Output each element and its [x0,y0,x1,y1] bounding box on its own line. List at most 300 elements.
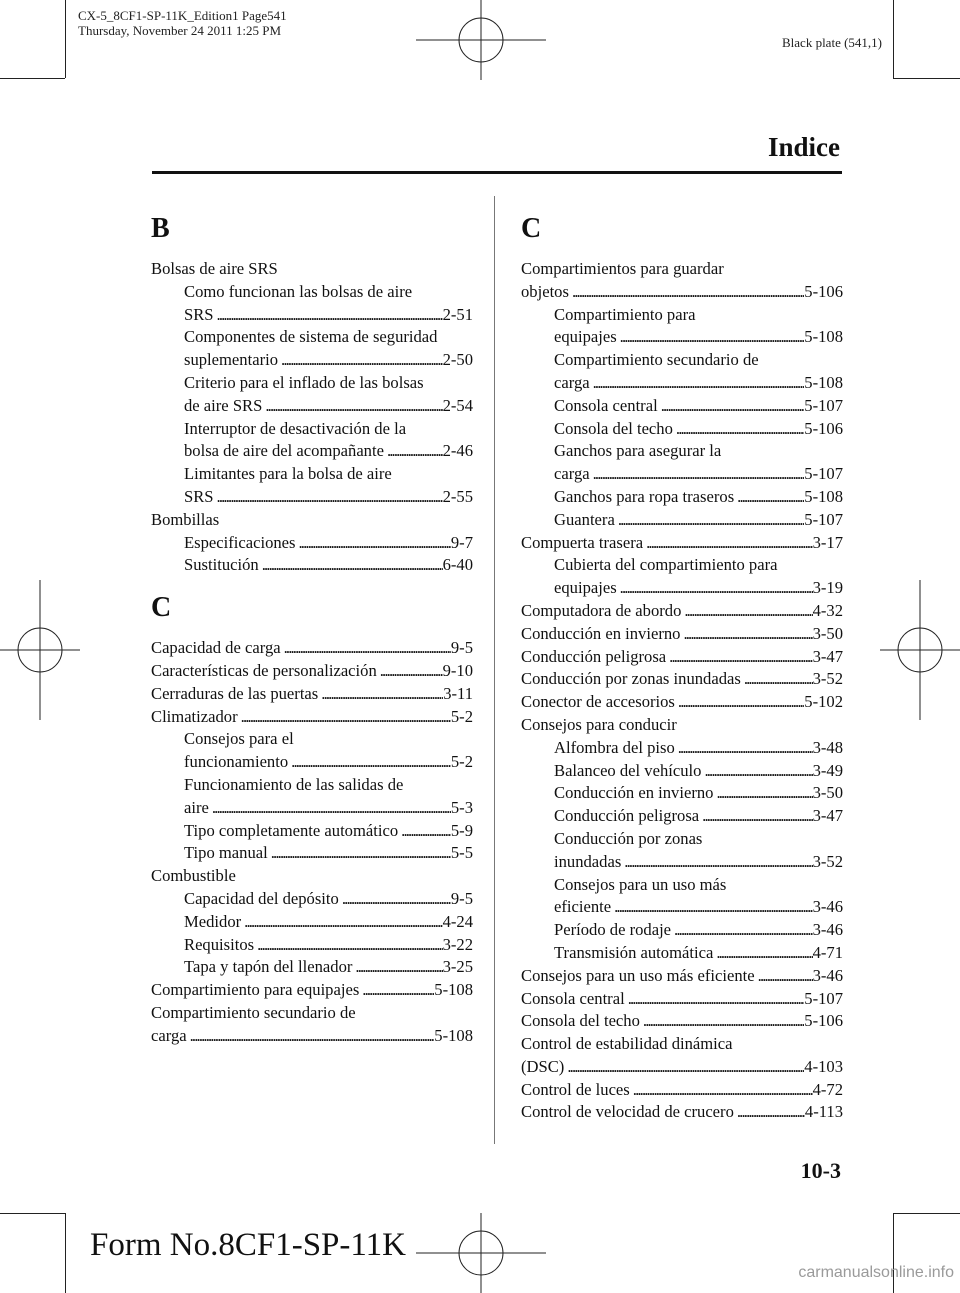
index-entry [151,258,473,281]
entry-label: Especificaciones [184,532,296,552]
page-reference-link[interactable]: 4-32 [812,600,843,620]
entry-page-line [151,683,473,706]
entry-text-line: Bolsas de aire SRS [151,259,278,278]
entry-page-line [521,1056,843,1079]
entry-page-line [521,1079,843,1102]
entry-label: carga [554,372,590,392]
entry-label: Alfombra del piso [554,737,675,757]
page-reference-link[interactable]: 5-108 [804,486,843,506]
index-entry [521,714,843,737]
page-reference-link[interactable]: 4-103 [804,1056,843,1076]
dot-leader [569,281,804,304]
entry-label: Ganchos para ropa traseros [554,486,735,506]
page-reference-link[interactable]: 3-25 [442,957,473,977]
dot-leader [262,395,442,418]
entry-label: funcionamiento [184,752,289,772]
entry-label: Consola del techo [554,418,673,438]
page-reference-link[interactable]: 3-52 [812,669,843,689]
header-rule [152,171,842,174]
index-column-left [151,213,473,1048]
entry-page-line [521,668,843,691]
index-subentry [151,463,473,509]
entry-label: de aire SRS [184,395,263,415]
entry-page-line [521,623,843,646]
entry-label: Consola del techo [521,1011,640,1031]
entry-page-line [554,395,843,418]
page-reference-link[interactable]: 3-50 [812,623,843,643]
page-reference-link[interactable]: 3-46 [812,920,843,940]
section-title: Indice [767,132,840,162]
entry-label: Consejos para un uso más eficiente [521,965,755,985]
dot-leader [352,956,442,979]
index-subentry [521,418,843,441]
index-entry [521,965,843,988]
index-entry [521,623,843,646]
crop-mark [893,1213,960,1214]
entry-text-line: Funcionamiento de las salidas de [184,774,404,794]
index-entry [521,1101,843,1124]
entry-label: bolsa de aire del acompañante [184,441,384,461]
entry-page-line [554,805,843,828]
index-subentry [151,911,473,934]
crosshair-top [416,0,546,80]
entry-label: Conducción en invierno [554,783,714,803]
dot-leader [214,486,443,509]
dot-leader [734,486,804,509]
page-reference-link[interactable]: 5-108 [804,372,843,392]
entry-page-line [151,979,473,1002]
index-subentry [521,828,843,874]
entry-page-line [184,888,473,911]
entry-page-line [184,911,473,934]
entry-page-line [184,349,473,372]
entry-page-line [184,956,473,979]
entry-text-line: Conducción por zonas [554,828,703,848]
page-reference-link[interactable]: 5-106 [804,281,843,301]
entry-label: Conducción por zonas inundadas [521,669,741,689]
index-entry [151,706,473,729]
page-number: 10-3 [800,1158,841,1183]
dot-leader [666,646,812,669]
dot-leader [254,934,443,957]
entry-label: Balanceo del vehículo [554,760,702,780]
dot-leader [359,979,434,1002]
index-subentry [521,782,843,805]
entry-page-line [521,281,843,304]
dot-leader [278,349,443,372]
index-subentry [521,304,843,350]
dot-leader [671,919,813,942]
entry-page-line [554,851,843,874]
page-reference-link[interactable]: 3-48 [812,737,843,757]
crop-mark [65,1213,66,1293]
index-subentry [521,395,843,418]
page-reference-link[interactable]: 3-11 [443,683,473,703]
index-subentry [521,874,843,920]
dot-leader [673,418,804,441]
entry-label: Tapa y tapón del llenador [184,957,353,977]
index-entry [521,668,843,691]
index-entry [521,646,843,669]
entry-text-line: Interruptor de desactivación de la [184,418,407,438]
entry-text-line: Compartimiento secundario de [554,350,759,370]
index-subentry [521,942,843,965]
dot-leader [398,820,451,843]
dot-leader [296,532,451,555]
crosshair-left [0,580,80,720]
entry-label: Capacidad del depósito [184,888,339,908]
index-subentry [151,281,473,327]
page-reference-link[interactable]: 5-107 [804,464,843,484]
entry-text-line: Consejos para un uso más [554,874,727,894]
dot-leader [564,1056,804,1079]
entry-label: Consola central [521,988,625,1008]
entry-label: Compartimiento para equipajes [151,980,360,1000]
page-reference-link[interactable]: 2-55 [442,486,473,506]
index-subentry [151,372,473,418]
index-subentry [521,805,843,828]
entry-text-line: Bombillas [151,509,220,529]
entry-page-line [184,842,473,865]
entry-label: Tipo completamente automático [184,820,399,840]
entry-page-line [554,509,843,532]
crop-mark [0,1213,65,1214]
entry-text-line: Limitantes para la bolsa de aire [184,464,392,484]
index-entry [521,258,843,304]
page-reference-link[interactable]: 9-10 [442,660,473,680]
crop-mark [893,78,960,79]
entry-page-line [554,326,843,349]
page-reference-link[interactable]: 5-108 [804,327,843,347]
page-reference-link[interactable]: 5-3 [450,797,473,817]
dot-leader [617,577,813,600]
crop-mark [893,0,894,78]
entry-page-line [521,532,843,555]
entry-page-line [521,965,843,988]
entry-text-line: Control de estabilidad dinámica [521,1034,733,1054]
print-header [78,8,287,38]
index-subentry [151,956,473,979]
entry-label: Cerraduras de las puertas [151,683,319,703]
entry-label: Requisitos [184,934,255,954]
page-reference-link[interactable]: 4-24 [442,911,473,931]
entry-page-line [184,797,473,820]
entry-page-line [521,1101,843,1124]
entry-page-line [554,737,843,760]
dot-leader [640,1010,804,1033]
entry-page-line [554,942,843,965]
page-reference-link[interactable]: 5-9 [450,820,473,840]
dot-leader [701,760,812,783]
dot-leader [617,326,805,349]
entry-page-line [521,988,843,1011]
page-reference-link[interactable]: 5-2 [450,706,473,726]
index-subentry [151,532,473,555]
page-reference-link[interactable]: 6-40 [442,555,473,575]
page-reference-link[interactable]: 2-46 [442,441,473,461]
crop-mark [0,78,65,79]
page-reference-link[interactable]: 4-113 [804,1102,843,1122]
entry-page-line [184,440,473,463]
dot-leader [187,1025,435,1048]
entry-text-line: Consejos para el [184,729,294,749]
entry-label: Conducción en invierno [521,623,681,643]
entry-page-line [521,691,843,714]
page-reference-link[interactable]: 4-72 [812,1079,843,1099]
entry-page-line [554,372,843,395]
index-entry [151,683,473,706]
dot-leader [625,988,805,1011]
page-reference-link[interactable]: 3-46 [812,897,843,917]
date-line: Thursday, November 24 2011 1:25 PM [78,23,282,38]
page-reference-link[interactable]: 9-5 [450,888,473,908]
dot-leader [681,600,812,623]
entry-label: Computadora de abordo [521,600,682,620]
entry-label: Sustitución [184,555,259,575]
entry-label: (DSC) [521,1056,565,1076]
index-entry [521,600,843,623]
page-reference-link[interactable]: 5-108 [434,980,473,1000]
entry-label: Transmisión automática [554,942,714,962]
entry-text-line: Consejos para conducir [521,714,677,734]
dot-leader [590,372,805,395]
page-reference-link[interactable]: 3-49 [812,760,843,780]
index-subentry [521,349,843,395]
entry-label: Guantera [554,509,615,529]
entry-page-line [151,637,473,660]
dot-leader [214,304,443,327]
page-reference-link[interactable]: 5-106 [804,418,843,438]
page-reference-link[interactable]: 3-50 [812,783,843,803]
file-line: CX-5_8CF1-SP-11K_Edition1 Page541 [78,8,287,23]
index-subentry [521,919,843,942]
letter-gap [151,577,473,595]
crop-mark [65,0,66,78]
page-reference-link[interactable]: 5-102 [804,692,843,712]
index-subentry [151,728,473,774]
entry-page-line [554,782,843,805]
dot-leader [611,896,812,919]
plate-label: Black plate (541,1) [782,35,882,50]
entry-label: suplementario [184,350,279,370]
entry-page-line [554,919,843,942]
dot-leader [621,851,812,874]
entry-page-line [554,418,843,441]
page-reference-link[interactable]: 2-54 [442,395,473,415]
entry-label: Climatizador [151,706,238,726]
entry-page-line [521,1010,843,1033]
page-reference-link[interactable]: 3-46 [812,965,843,985]
page-reference-link[interactable]: 5-106 [804,1011,843,1031]
entry-text-line: Ganchos para asegurar la [554,441,722,461]
entry-label: SRS [184,486,214,506]
index-subentry [151,774,473,820]
entry-label: Compuerta trasera [521,532,644,552]
entry-page-line [184,395,473,418]
entry-page-line [554,896,843,919]
index-letter-heading: C [151,592,172,624]
index-subentry [151,820,473,843]
dot-leader [755,965,813,988]
dot-leader [680,623,812,646]
entry-label: SRS [184,304,214,324]
page-reference-link[interactable]: 9-7 [450,532,473,552]
index-subentry [521,760,843,783]
index-column-right [521,213,843,1124]
entry-label: eficiente [554,897,612,917]
entry-label: Conducción peligrosa [521,646,667,666]
page-reference-link[interactable]: 2-50 [442,350,473,370]
crosshair-right [880,580,960,720]
dot-leader [238,706,451,729]
index-subentry [151,418,473,464]
index-subentry [521,486,843,509]
dot-leader [658,395,805,418]
entry-text-line: Combustible [151,866,236,886]
dot-leader [288,751,451,774]
dot-leader [377,660,443,683]
index-subentry [151,554,473,577]
dot-leader [643,532,812,555]
dot-leader [734,1101,805,1124]
entry-label: Conducción peligrosa [554,806,700,826]
page-reference-link[interactable]: 5-107 [804,509,843,529]
entry-label: Control de velocidad de crucero [521,1102,734,1122]
index-letter-heading: B [151,213,170,244]
index-entry [151,509,473,532]
index-entry [151,979,473,1002]
entry-label: Características de personalización [151,660,377,680]
entry-page-line [554,577,843,600]
entry-label: carga [554,464,590,484]
entry-label: equipajes [554,578,617,598]
entry-page-line [184,554,473,577]
index-entry [521,532,843,555]
dot-leader [384,440,443,463]
dot-leader [615,509,804,532]
dot-leader [630,1079,813,1102]
dot-leader [281,637,451,660]
entry-label: Control de luces [521,1079,630,1099]
index-entry [521,988,843,1011]
index-subentry [521,737,843,760]
entry-page-line [521,646,843,669]
entry-text-line: Como funcionan las bolsas de aire [184,281,413,301]
index-subentry [521,509,843,532]
index-entry [521,1010,843,1033]
entry-page-line [184,751,473,774]
entry-text-line: Cubierta del compartimiento para [554,555,778,575]
entry-page-line [184,304,473,327]
dot-leader [268,842,451,865]
entry-text-line: Compartimiento secundario de [151,1002,356,1022]
column-divider [494,196,495,1144]
dot-leader [318,683,443,706]
dot-leader [713,782,812,805]
index-entry [151,1002,473,1048]
page-reference-link[interactable]: 4-71 [812,942,843,962]
dot-leader [241,911,442,934]
dot-leader [675,691,804,714]
crosshair-bottom [416,1213,546,1293]
entry-text-line: Compartimiento para [554,304,696,324]
entry-label: inundadas [554,851,622,871]
page-reference-link[interactable]: 5-5 [450,843,473,863]
entry-page-line [184,532,473,555]
entry-page-line [151,706,473,729]
index-subentry [151,934,473,957]
index-entry [521,1079,843,1102]
page-reference-link[interactable]: 5-2 [450,752,473,772]
entry-label: Tipo manual [184,843,268,863]
entry-label: Capacidad de carga [151,638,281,658]
entry-label: objetos [521,281,569,301]
dot-leader [675,737,813,760]
index-subentry [151,888,473,911]
page-reference-link[interactable]: 5-107 [804,988,843,1008]
index-subentry [151,842,473,865]
index-entry [151,865,473,888]
entry-text-line: Criterio para el inflado de las bolsas [184,372,424,392]
page-reference-link[interactable]: 5-107 [804,395,843,415]
index-subentry [521,440,843,486]
entry-label: carga [151,1025,187,1045]
page-reference-link[interactable]: 3-22 [442,934,473,954]
entry-page-line [521,600,843,623]
entry-page-line [151,1025,473,1048]
page-reference-link[interactable]: 5-108 [434,1025,473,1045]
entry-page-line [554,486,843,509]
dot-leader [339,888,451,911]
watermark: carmanualsonline.info [798,1264,954,1281]
page-reference-link[interactable]: 2-51 [442,304,473,324]
page-reference-link[interactable]: 3-52 [812,851,843,871]
form-number: Form No.8CF1-SP-11K [90,1227,406,1263]
dot-leader [259,554,443,577]
entry-page-line [151,660,473,683]
page-reference-link[interactable]: 3-19 [812,578,843,598]
index-letter-heading: C [521,213,542,244]
entry-text-line: Componentes de sistema de seguridad [184,327,438,347]
entry-label: equipajes [554,327,617,347]
entry-page-line [554,463,843,486]
page-reference-link[interactable]: 3-17 [812,532,843,552]
index-entry [521,691,843,714]
dot-leader [699,805,812,828]
entry-page-line [184,486,473,509]
entry-label: Conector de accesorios [521,692,675,712]
entry-label: aire [184,797,209,817]
page-reference-link[interactable]: 9-5 [450,638,473,658]
index-entry [151,637,473,660]
entry-label: Medidor [184,911,242,931]
index-subentry [521,554,843,600]
index-entry [151,660,473,683]
dot-leader [713,942,812,965]
dot-leader [741,668,813,691]
index-entry [521,1033,843,1079]
index-subentry [151,326,473,372]
entry-label: Consola central [554,395,658,415]
dot-leader [209,797,451,820]
entry-text-line: Compartimientos para guardar [521,259,724,278]
entry-page-line [184,934,473,957]
entry-page-line [554,760,843,783]
entry-page-line [184,820,473,843]
page-reference-link[interactable]: 3-47 [812,646,843,666]
page-reference-link[interactable]: 3-47 [812,806,843,826]
entry-label: Período de rodaje [554,920,672,940]
